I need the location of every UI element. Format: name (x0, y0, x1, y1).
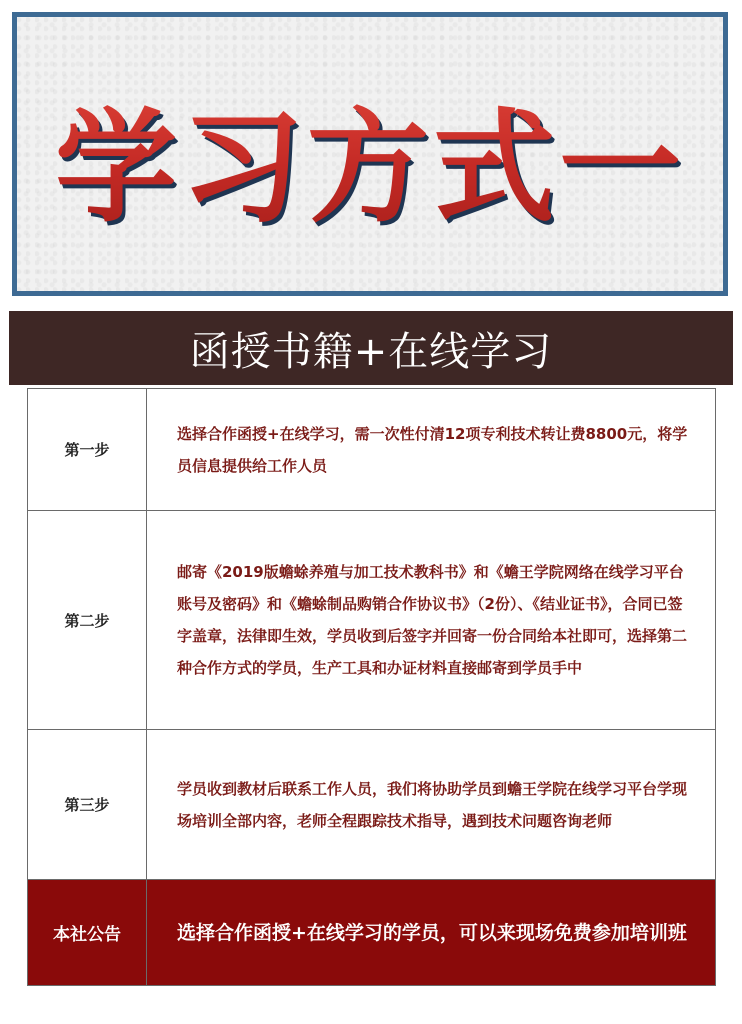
notice-row (28, 880, 716, 986)
step-text: 学员收到教材后联系工作人员，我们将协助学员到蟾王学院在线学习平台学现场培训全部内容，老师全程跟踪技术指导，遇到技术问题咨询老师 (147, 730, 716, 880)
table-row (28, 511, 716, 730)
step-label: 第一步 (28, 389, 147, 511)
page-title: 学习方式一 (55, 70, 685, 245)
subtitle-band (9, 311, 733, 385)
step-text: 邮寄《2019版蟾蜍养殖与加工技术教科书》和《蟾王学院网络在线学习平台账号及密码》和《蟾蜍制品购销合作协议书》（2份）、《结业证书》，合同已签字盖章，法律即生效，学员收到后签字并回寄一份合同给本社即可，选择第二种合作方式的学员，生产工具和办证材料直接邮寄到学员手中 (147, 511, 716, 730)
title-frame (12, 12, 728, 296)
steps-table (27, 388, 716, 986)
table-row (28, 730, 716, 880)
notice-text: 选择合作函授+在线学习的学员，可以来现场免费参加培训班 (147, 880, 716, 986)
step-label: 第三步 (28, 730, 147, 880)
notice-label: 本社公告 (28, 880, 147, 986)
step-label: 第二步 (28, 511, 147, 730)
subtitle: 函授书籍+在线学习 (189, 328, 553, 375)
table-row (28, 389, 716, 511)
step-text: 选择合作函授+在线学习，需一次性付清12项专利技术转让费8800元，将学员信息提供给工作人员 (147, 389, 716, 511)
